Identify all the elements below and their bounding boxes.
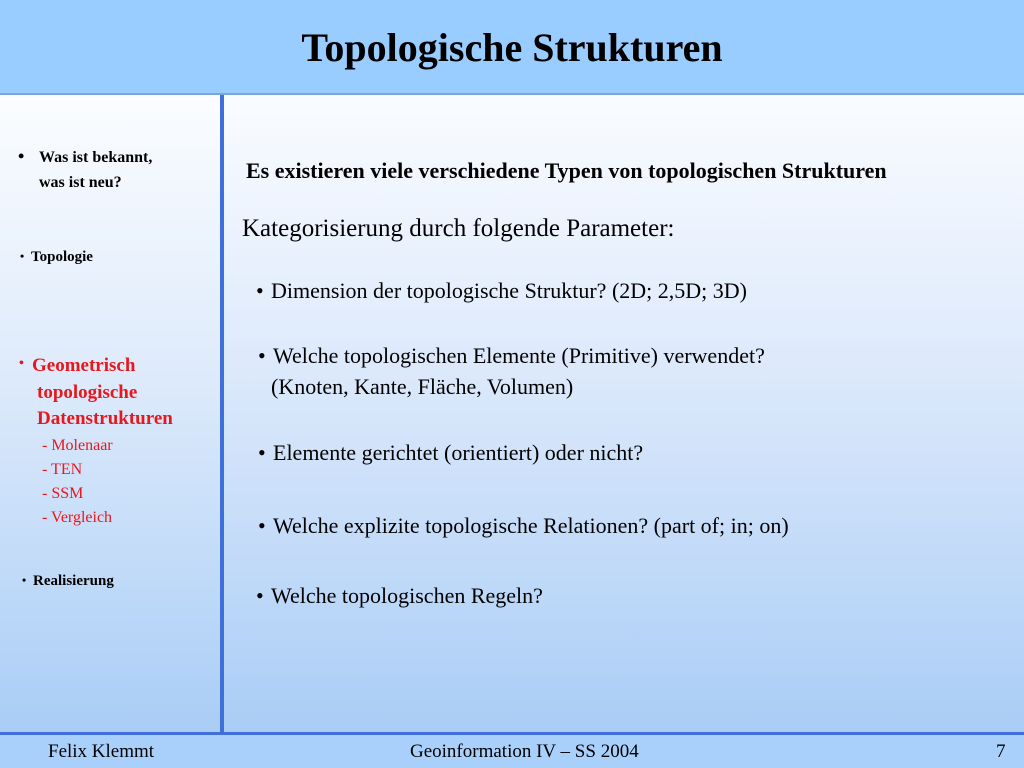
sidebar-item-label: Geometrisch xyxy=(32,355,136,376)
param-item: Welche topologischen Elemente (Primitive) verwendet? xyxy=(273,343,765,368)
param-item: Welche topologischen Regeln? xyxy=(271,583,543,608)
sidebar-item-label: topologische xyxy=(37,382,138,403)
main-content xyxy=(224,95,1024,732)
param-item: Welche explizite topologische Relationen? (part of; in; on) xyxy=(273,513,789,538)
footer-author: Felix Klemmt xyxy=(48,741,155,762)
footer xyxy=(0,735,1024,768)
bullet-icon: • xyxy=(19,356,24,371)
param-item: Dimension der topologische Struktur? (2D; 2,5D; 3D) xyxy=(271,278,747,303)
bullet-icon: • xyxy=(256,583,264,608)
footer-course: Geoinformation IV – SS 2004 xyxy=(410,741,639,762)
title-bar xyxy=(0,0,1024,95)
bullet-icon: • xyxy=(256,278,264,303)
bullet-icon: • xyxy=(258,343,266,368)
sidebar-subitem-ssm[interactable]: - SSM xyxy=(42,485,84,502)
sidebar-item-label: was ist neu? xyxy=(39,174,122,191)
sidebar-item-label: Realisierung xyxy=(33,573,114,589)
sidebar-item-label: Datenstrukturen xyxy=(37,408,173,429)
param-item-continuation: (Knoten, Kante, Fläche, Volumen) xyxy=(271,374,574,399)
vertical-divider xyxy=(220,95,224,735)
bullet-icon: • xyxy=(258,440,266,465)
sidebar-item-label: Was ist bekannt, xyxy=(39,149,153,166)
content-heading: Es existieren viele verschiedene Typen von topologischen Strukturen xyxy=(246,158,887,183)
sidebar-subitem-ten[interactable]: - TEN xyxy=(42,461,83,478)
sidebar-subitem-molenaar[interactable]: - Molenaar xyxy=(42,437,113,454)
slide-title: Topologische Strukturen xyxy=(301,25,723,70)
bullet-icon: • xyxy=(258,513,266,538)
page-number: 7 xyxy=(996,741,1006,762)
bullet-icon: • xyxy=(18,146,25,166)
sidebar-subitem-vergleich[interactable]: - Vergleich xyxy=(42,509,113,526)
sidebar-item-label: Topologie xyxy=(31,249,93,265)
param-item: Elemente gerichtet (orientiert) oder nicht? xyxy=(273,440,644,465)
bullet-icon: • xyxy=(22,573,27,587)
content-subheading: Kategorisierung durch folgende Parameter: xyxy=(242,215,675,242)
bullet-icon: • xyxy=(20,249,25,263)
